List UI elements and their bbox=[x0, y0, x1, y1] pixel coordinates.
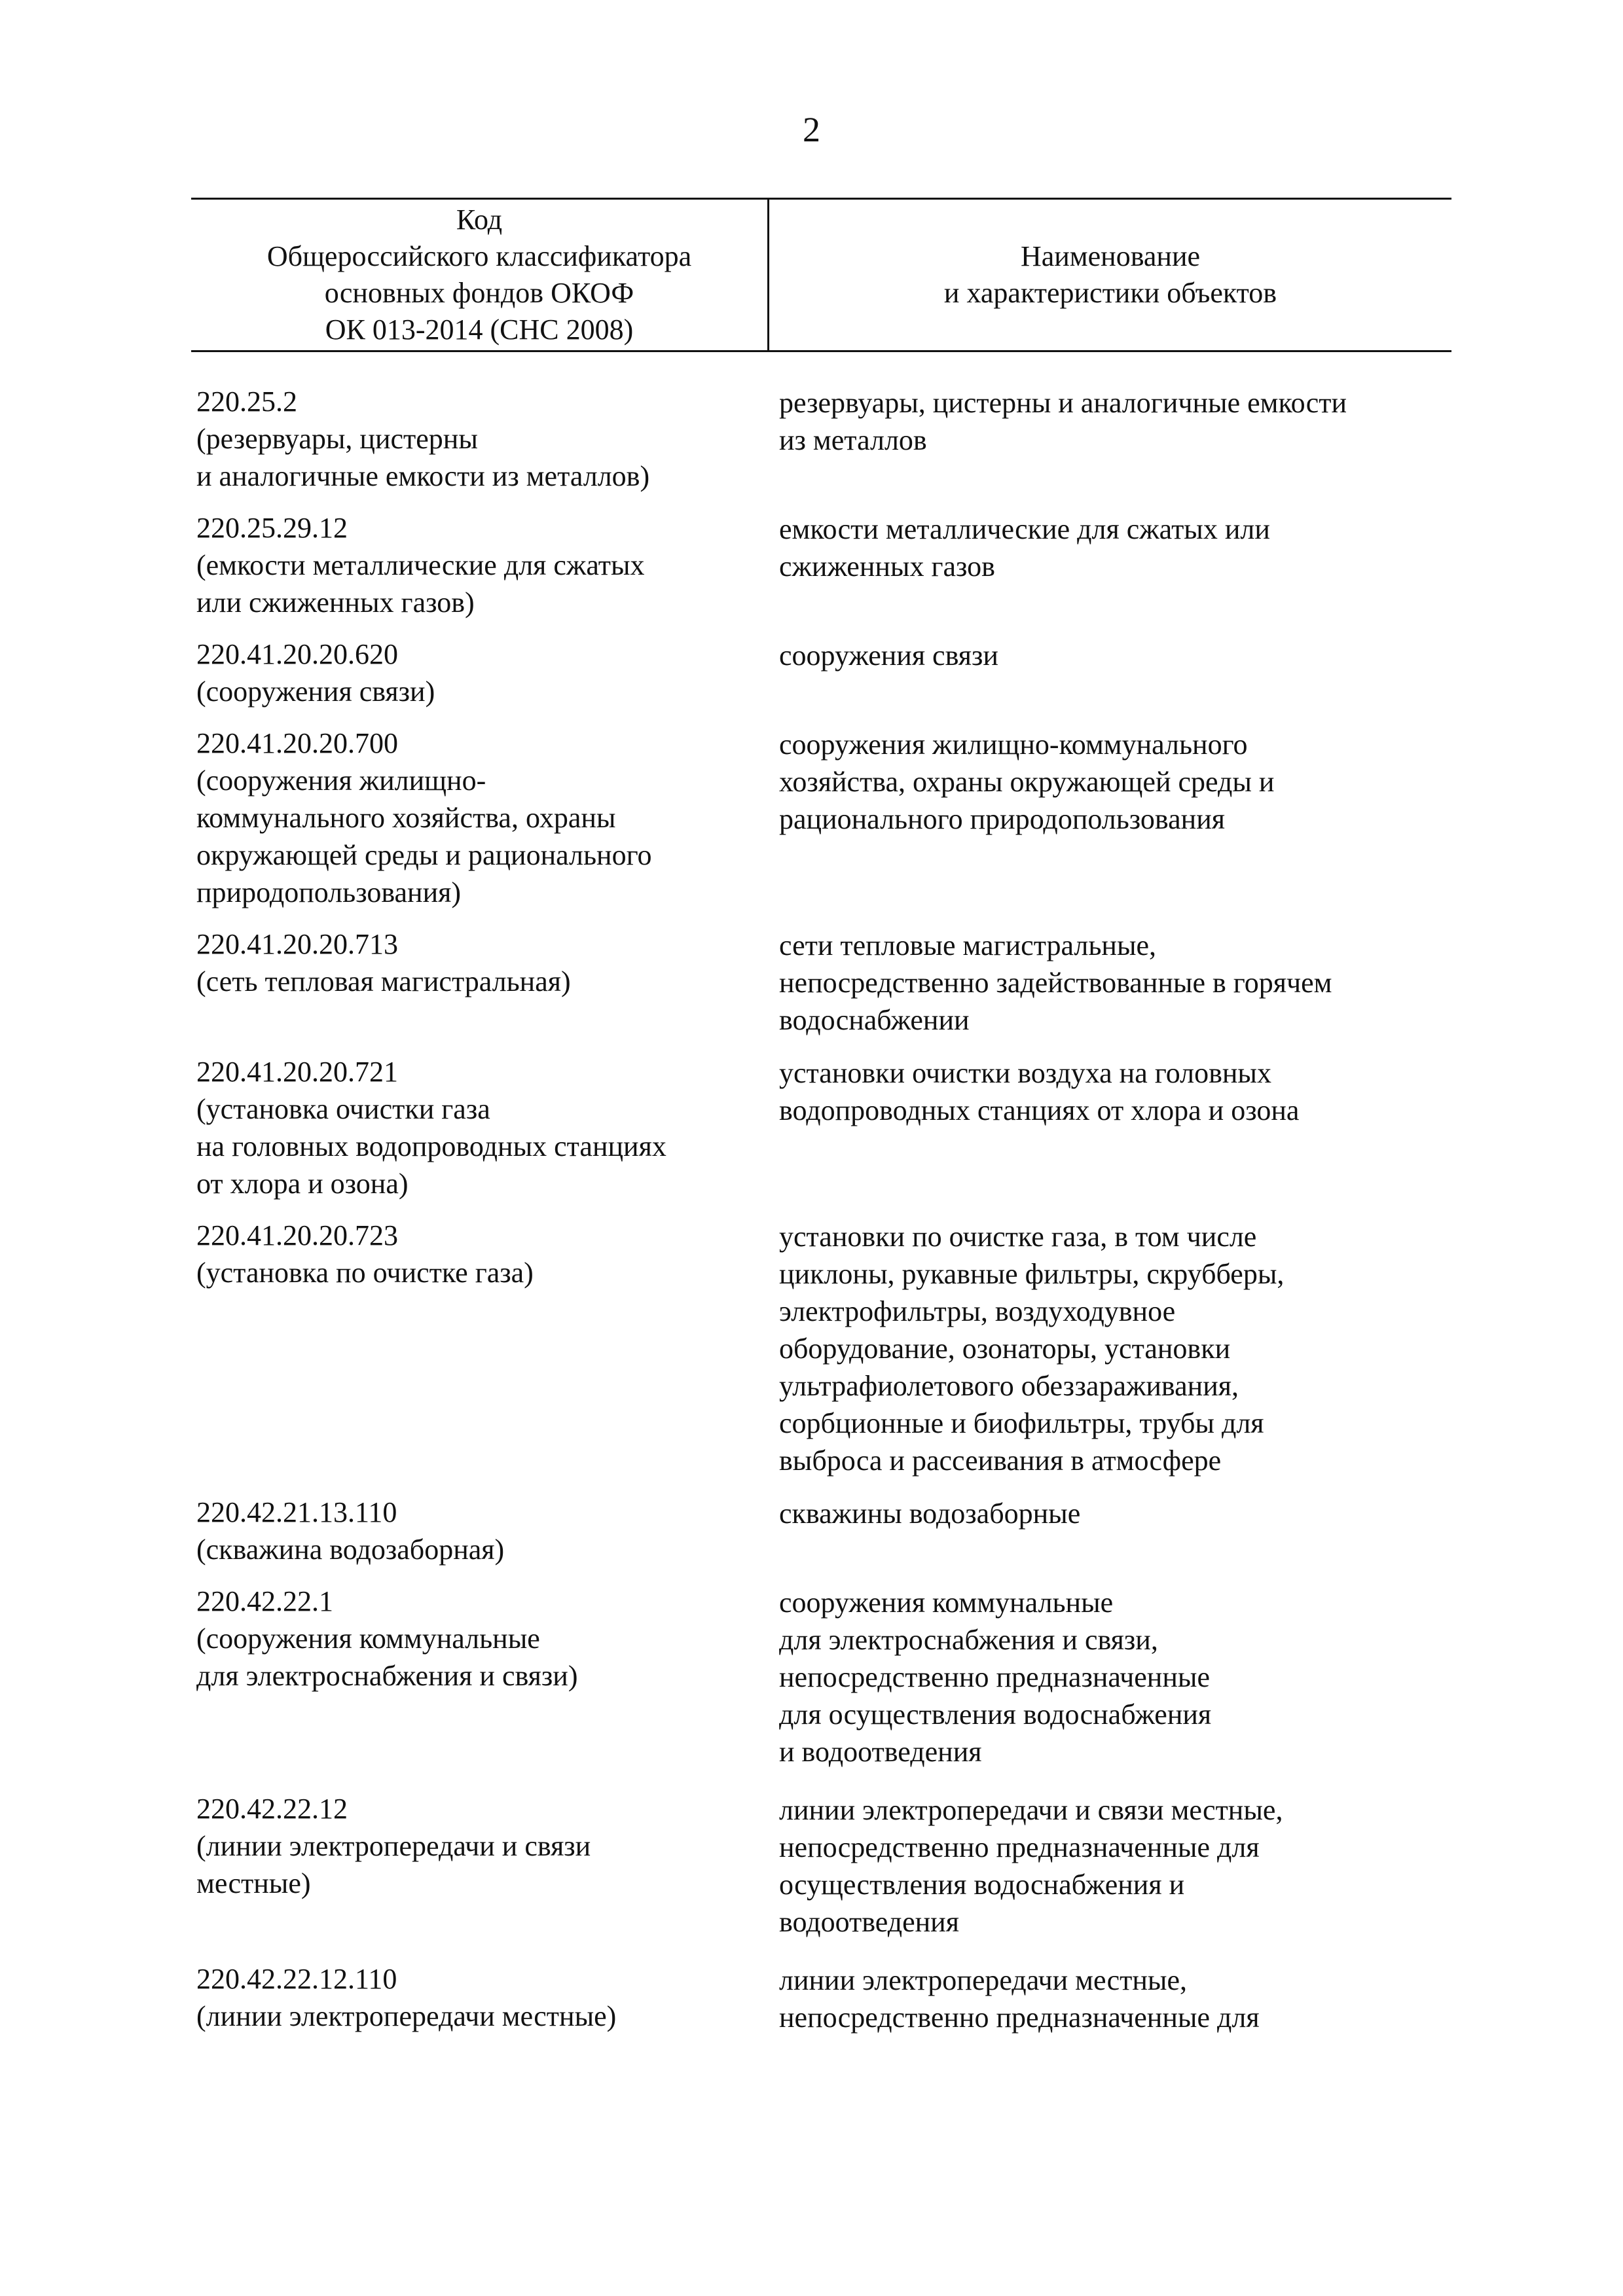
code-description-line: местные) bbox=[196, 1867, 311, 1899]
code-description-line: (установка по очистке газа) bbox=[196, 1257, 534, 1289]
code-description-line: и аналогичные емкости из металлов) bbox=[196, 460, 650, 492]
name-line: непосредственно предназначенные для bbox=[779, 2001, 1260, 2034]
okof-code: 220.42.22.1 bbox=[196, 1585, 333, 1617]
header-code-column bbox=[191, 200, 767, 350]
code-description-line: или сжиженных газов) bbox=[196, 586, 475, 619]
code-cell bbox=[196, 1217, 779, 1291]
name-cell bbox=[779, 1053, 1434, 1129]
table-row bbox=[196, 1494, 1440, 1568]
okof-code: 220.42.22.12.110 bbox=[196, 1963, 397, 1995]
code-description-line: (скважина водозаборная) bbox=[196, 1534, 505, 1566]
name-line: циклоны, рукавные фильтры, скрубберы, bbox=[779, 1258, 1285, 1290]
table-row bbox=[196, 1960, 1440, 2036]
name-line: непосредственно задействованные в горячем bbox=[779, 967, 1332, 999]
code-cell bbox=[196, 1494, 779, 1568]
okof-code: 220.41.20.20.721 bbox=[196, 1056, 398, 1088]
table-row bbox=[196, 725, 1440, 911]
name-cell bbox=[779, 1583, 1434, 1770]
table-row bbox=[196, 925, 1440, 1039]
name-line: водоснабжении bbox=[779, 1004, 970, 1036]
code-description-line: (сооружения связи) bbox=[196, 675, 435, 708]
code-cell bbox=[196, 1960, 779, 2035]
code-cell bbox=[196, 636, 779, 710]
table-header bbox=[191, 198, 1451, 352]
table-row bbox=[196, 636, 1440, 710]
header-code-line: Код bbox=[456, 204, 503, 236]
code-description-line: (резервуары, цистерны bbox=[196, 423, 478, 455]
name-cell bbox=[779, 1790, 1434, 1941]
name-line: для осуществления водоснабжения bbox=[779, 1698, 1212, 1731]
okof-code: 220.41.20.20.620 bbox=[196, 638, 398, 670]
header-name-line: Наименование bbox=[1020, 240, 1201, 272]
name-line: рационального природопользования bbox=[779, 803, 1225, 835]
table-row bbox=[196, 1790, 1440, 1941]
name-cell bbox=[779, 925, 1434, 1039]
header-name-column bbox=[769, 200, 1451, 350]
name-line: линии электропередачи и связи местные, bbox=[779, 1794, 1283, 1826]
name-line: и водоотведения bbox=[779, 1736, 982, 1768]
okof-code: 220.25.2 bbox=[196, 386, 297, 418]
name-line: сети тепловые магистральные, bbox=[779, 929, 1157, 961]
code-cell bbox=[196, 1583, 779, 1695]
code-description-line: (емкости металлические для сжатых bbox=[196, 549, 645, 581]
name-line: линии электропередачи местные, bbox=[779, 1964, 1188, 1996]
header-code-line: ОК 013-2014 (СНС 2008) bbox=[325, 314, 634, 346]
table-row bbox=[196, 1583, 1440, 1770]
name-cell bbox=[779, 383, 1434, 459]
table-body bbox=[196, 383, 1440, 2036]
code-description-line: от хлора и озона) bbox=[196, 1168, 409, 1200]
name-line: сорбционные и биофильтры, трубы для bbox=[779, 1407, 1264, 1439]
name-line: ультрафиолетового обеззараживания, bbox=[779, 1370, 1239, 1402]
name-line: сооружения коммунальные bbox=[779, 1587, 1114, 1619]
name-line: водоотведения bbox=[779, 1906, 959, 1938]
name-line: установки очистки воздуха на головных bbox=[779, 1057, 1271, 1089]
name-line: выброса и рассеивания в атмосфере bbox=[779, 1444, 1222, 1477]
name-line: установки по очистке газа, в том числе bbox=[779, 1221, 1257, 1253]
code-description-line: (линии электропередачи местные) bbox=[196, 2000, 617, 2032]
name-line: непосредственно предназначенные bbox=[779, 1661, 1210, 1693]
name-line: резервуары, цистерны и аналогичные емкости bbox=[779, 387, 1347, 419]
okof-code: 220.25.29.12 bbox=[196, 512, 348, 544]
name-line: из металлов bbox=[779, 424, 927, 456]
okof-code: 220.41.20.20.723 bbox=[196, 1219, 398, 1251]
name-cell bbox=[779, 725, 1434, 838]
name-line: сооружения связи bbox=[779, 639, 998, 672]
name-cell bbox=[779, 1960, 1434, 2036]
code-description-line: (установка очистки газа bbox=[196, 1093, 490, 1125]
okof-code: 220.41.20.20.700 bbox=[196, 727, 398, 759]
code-description-line: коммунального хозяйства, охраны bbox=[196, 802, 616, 834]
name-line: сжиженных газов bbox=[779, 550, 995, 583]
table-row bbox=[196, 1217, 1440, 1479]
header-code-line: основных фондов ОКОФ bbox=[324, 277, 634, 309]
name-line: емкости металлические для сжатых или bbox=[779, 513, 1270, 545]
table-row bbox=[196, 509, 1440, 621]
code-cell bbox=[196, 1790, 779, 1902]
page-number: 2 bbox=[803, 110, 820, 149]
name-cell bbox=[779, 636, 1434, 674]
code-cell bbox=[196, 383, 779, 495]
code-cell bbox=[196, 925, 779, 1000]
name-cell bbox=[779, 1494, 1434, 1532]
code-description-line: (сеть тепловая магистральная) bbox=[196, 965, 571, 997]
name-cell bbox=[779, 509, 1434, 585]
table-row bbox=[196, 1053, 1440, 1202]
okof-code: 220.41.20.20.713 bbox=[196, 928, 398, 960]
code-description-line: на головных водопроводных станциях bbox=[196, 1130, 666, 1162]
name-line: осуществления водоснабжения и bbox=[779, 1869, 1185, 1901]
header-code-line: Общероссийского классификатора bbox=[266, 240, 692, 272]
code-description-line: (сооружения коммунальные bbox=[196, 1623, 540, 1655]
okof-code: 220.42.21.13.110 bbox=[196, 1496, 397, 1528]
name-cell bbox=[779, 1217, 1434, 1479]
name-line: электрофильтры, воздуходувное bbox=[779, 1295, 1176, 1327]
code-description-line: для электроснабжения и связи) bbox=[196, 1660, 578, 1692]
name-line: непосредственно предназначенные для bbox=[779, 1831, 1260, 1863]
code-cell bbox=[196, 509, 779, 621]
code-cell bbox=[196, 725, 779, 911]
code-cell bbox=[196, 1053, 779, 1202]
table-row bbox=[196, 383, 1440, 495]
code-description-line: окружающей среды и рационального bbox=[196, 839, 652, 871]
code-description-line: природопользования) bbox=[196, 876, 462, 908]
code-description-line: (линии электропередачи и связи bbox=[196, 1830, 591, 1862]
name-line: оборудование, озонаторы, установки bbox=[779, 1333, 1231, 1365]
header-name-line: и характеристики объектов bbox=[943, 277, 1277, 309]
okof-code: 220.42.22.12 bbox=[196, 1793, 348, 1825]
code-description-line: (сооружения жилищно- bbox=[196, 764, 486, 797]
name-line: сооружения жилищно-коммунального bbox=[779, 728, 1248, 761]
name-line: водопроводных станциях от хлора и озона bbox=[779, 1094, 1300, 1126]
name-line: для электроснабжения и связи, bbox=[779, 1624, 1158, 1656]
name-line: скважины водозаборные bbox=[779, 1498, 1081, 1530]
name-line: хозяйства, охраны окружающей среды и bbox=[779, 766, 1275, 798]
